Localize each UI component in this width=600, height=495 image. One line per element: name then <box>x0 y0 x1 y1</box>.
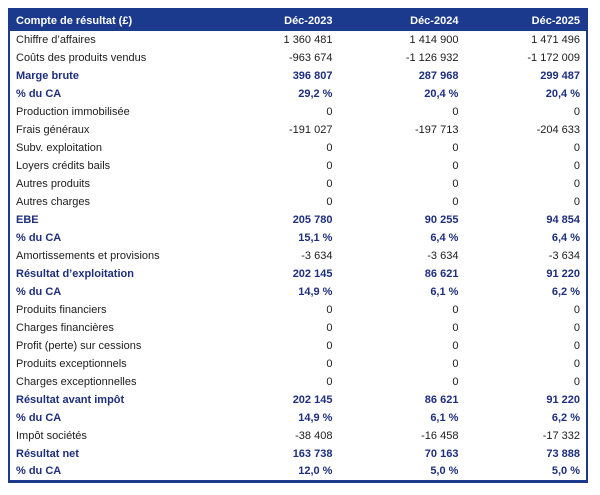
cell-value: 86 621 <box>338 391 464 409</box>
table-row <box>9 409 587 427</box>
row-label: Production immobilisée <box>9 103 211 121</box>
row-label: % du CA <box>9 283 211 301</box>
table-row <box>9 31 587 49</box>
table-row <box>9 229 587 247</box>
column-header-dec-2023: Déc-2023 <box>211 9 338 31</box>
table-row <box>9 49 587 67</box>
cell-value: 0 <box>464 157 587 175</box>
cell-value: 0 <box>338 355 464 373</box>
cell-value: -963 674 <box>211 49 338 67</box>
cell-value: 20,4 % <box>464 85 587 103</box>
cell-value: -3 634 <box>464 247 587 265</box>
cell-value: 90 255 <box>338 211 464 229</box>
cell-value: 6,4 % <box>338 229 464 247</box>
cell-value: 202 145 <box>211 265 338 283</box>
cell-value: 91 220 <box>464 391 587 409</box>
row-label: Charges exceptionnelles <box>9 373 211 391</box>
table-row <box>9 319 587 337</box>
cell-value: 0 <box>211 373 338 391</box>
income-statement-table <box>8 8 588 483</box>
row-label: % du CA <box>9 229 211 247</box>
cell-value: 0 <box>464 373 587 391</box>
cell-value: 1 471 496 <box>464 31 587 49</box>
row-label: % du CA <box>9 85 211 103</box>
cell-value: 1 414 900 <box>338 31 464 49</box>
cell-value: 14,9 % <box>211 409 338 427</box>
cell-value: 0 <box>338 139 464 157</box>
row-label: Amortissements et provisions <box>9 247 211 265</box>
row-label: Produits exceptionnels <box>9 355 211 373</box>
cell-value: 0 <box>211 319 338 337</box>
row-label: Produits financiers <box>9 301 211 319</box>
cell-value: -1 172 009 <box>464 49 587 67</box>
row-label: Résultat net <box>9 445 211 463</box>
row-label: Impôt sociétés <box>9 427 211 445</box>
row-label: Loyers crédits bails <box>9 157 211 175</box>
table-row <box>9 337 587 355</box>
row-label: Résultat avant impôt <box>9 391 211 409</box>
cell-value: 0 <box>211 301 338 319</box>
table-row <box>9 283 587 301</box>
row-label: % du CA <box>9 463 211 481</box>
cell-value: 0 <box>338 319 464 337</box>
table-row <box>9 427 587 445</box>
cell-value: 205 780 <box>211 211 338 229</box>
cell-value: -17 332 <box>464 427 587 445</box>
cell-value: 0 <box>211 103 338 121</box>
cell-value: 14,9 % <box>211 283 338 301</box>
cell-value: 6,1 % <box>338 283 464 301</box>
row-label: EBE <box>9 211 211 229</box>
column-header-dec-2025: Déc-2025 <box>464 9 587 31</box>
row-label: Chiffre d’affaires <box>9 31 211 49</box>
cell-value: -3 634 <box>338 247 464 265</box>
row-label: Profit (perte) sur cessions <box>9 337 211 355</box>
cell-value: 299 487 <box>464 67 587 85</box>
cell-value: 70 163 <box>338 445 464 463</box>
cell-value: 0 <box>464 355 587 373</box>
cell-value: 0 <box>464 139 587 157</box>
cell-value: 12,0 % <box>211 463 338 481</box>
table-row <box>9 175 587 193</box>
row-label: Subv. exploitation <box>9 139 211 157</box>
cell-value: 0 <box>464 193 587 211</box>
table-row <box>9 139 587 157</box>
table-row <box>9 211 587 229</box>
cell-value: 0 <box>338 103 464 121</box>
cell-value: 29,2 % <box>211 85 338 103</box>
table-title: Compte de résultat (£) <box>9 9 211 31</box>
table-row <box>9 247 587 265</box>
cell-value: 1 360 481 <box>211 31 338 49</box>
row-label: Autres produits <box>9 175 211 193</box>
cell-value: 0 <box>464 175 587 193</box>
table-body <box>9 31 587 481</box>
table-row <box>9 193 587 211</box>
cell-value: 0 <box>211 139 338 157</box>
row-label: Frais généraux <box>9 121 211 139</box>
table-row <box>9 157 587 175</box>
table-row <box>9 373 587 391</box>
cell-value: -16 458 <box>338 427 464 445</box>
cell-value: 0 <box>464 319 587 337</box>
cell-value: 0 <box>211 175 338 193</box>
cell-value: 5,0 % <box>464 463 587 481</box>
cell-value: -197 713 <box>338 121 464 139</box>
cell-value: 6,4 % <box>464 229 587 247</box>
table-row <box>9 103 587 121</box>
cell-value: 202 145 <box>211 391 338 409</box>
cell-value: 91 220 <box>464 265 587 283</box>
cell-value: -1 126 932 <box>338 49 464 67</box>
row-label: Résultat d’exploitation <box>9 265 211 283</box>
row-label: Coûts des produits vendus <box>9 49 211 67</box>
cell-value: -204 633 <box>464 121 587 139</box>
cell-value: 0 <box>211 337 338 355</box>
cell-value: -191 027 <box>211 121 338 139</box>
cell-value: 15,1 % <box>211 229 338 247</box>
cell-value: 396 807 <box>211 67 338 85</box>
table-row <box>9 85 587 103</box>
table-header <box>9 9 587 31</box>
cell-value: 6,2 % <box>464 409 587 427</box>
cell-value: 20,4 % <box>338 85 464 103</box>
row-label: Charges financières <box>9 319 211 337</box>
table-row <box>9 67 587 85</box>
table-row <box>9 445 587 463</box>
table-row <box>9 301 587 319</box>
cell-value: 0 <box>338 337 464 355</box>
cell-value: 0 <box>464 301 587 319</box>
cell-value: 0 <box>211 157 338 175</box>
row-label: % du CA <box>9 409 211 427</box>
cell-value: 6,1 % <box>338 409 464 427</box>
row-label: Autres charges <box>9 193 211 211</box>
cell-value: 0 <box>464 103 587 121</box>
header-row <box>9 9 587 31</box>
cell-value: 5,0 % <box>338 463 464 481</box>
cell-value: 287 968 <box>338 67 464 85</box>
cell-value: 0 <box>211 355 338 373</box>
table-row <box>9 265 587 283</box>
table-row <box>9 121 587 139</box>
cell-value: 0 <box>464 337 587 355</box>
cell-value: -38 408 <box>211 427 338 445</box>
row-label: Marge brute <box>9 67 211 85</box>
cell-value: 0 <box>338 175 464 193</box>
cell-value: 86 621 <box>338 265 464 283</box>
cell-value: 0 <box>338 301 464 319</box>
cell-value: 0 <box>338 193 464 211</box>
table-row <box>9 463 587 481</box>
column-header-dec-2024: Déc-2024 <box>338 9 464 31</box>
cell-value: 0 <box>211 193 338 211</box>
cell-value: 0 <box>338 373 464 391</box>
table-row <box>9 355 587 373</box>
cell-value: 6,2 % <box>464 283 587 301</box>
cell-value: 73 888 <box>464 445 587 463</box>
cell-value: 94 854 <box>464 211 587 229</box>
cell-value: 163 738 <box>211 445 338 463</box>
table-row <box>9 391 587 409</box>
cell-value: 0 <box>338 157 464 175</box>
cell-value: -3 634 <box>211 247 338 265</box>
